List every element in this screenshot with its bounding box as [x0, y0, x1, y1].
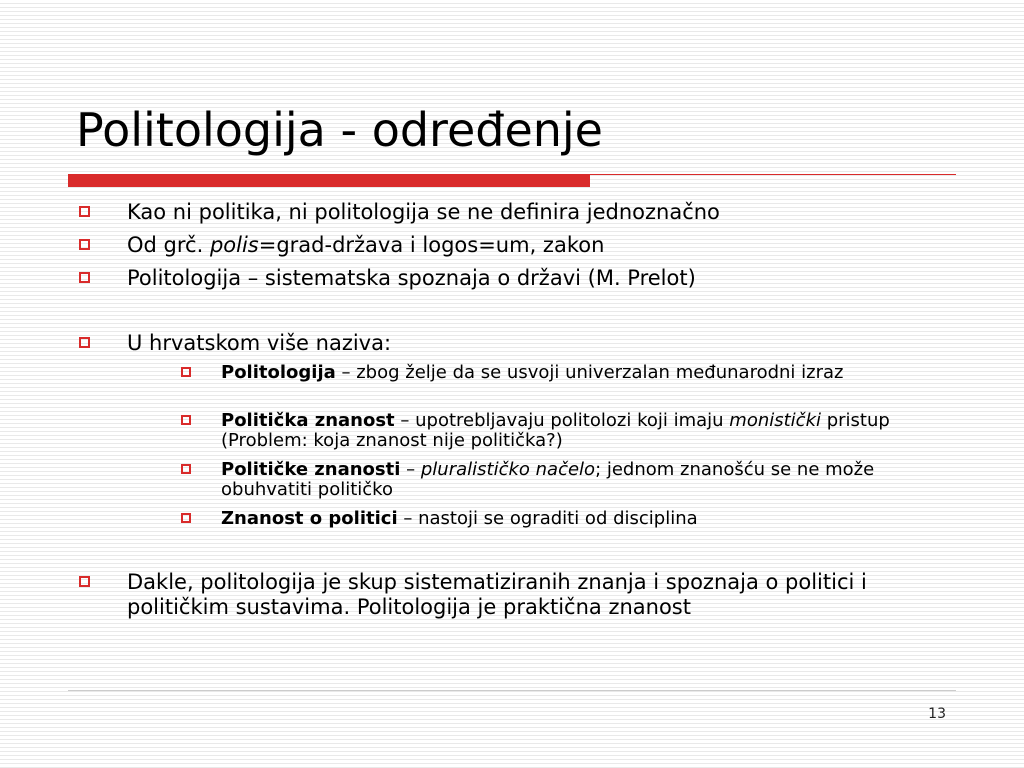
square-bullet-icon	[79, 576, 90, 587]
slide-title: Politologija - određenje	[76, 103, 603, 157]
square-bullet-icon	[79, 337, 90, 348]
square-bullet-icon	[181, 367, 191, 377]
subbullet-text: – zbog želje da se usvoji univerzalan međunarodni izraz	[335, 362, 844, 383]
square-bullet-icon	[181, 513, 191, 523]
square-bullet-icon	[79, 272, 90, 283]
bullet-text: Politologija – sistematska spoznaja o državi (M. Prelot)	[127, 266, 696, 290]
bullet-etymology	[127, 233, 957, 258]
bullet-text: Kao ni politika, ni politologija se ne definira jednoznačno	[127, 200, 720, 224]
subbullet-text: – upotrebljavaju politolozi koji imaju	[394, 410, 730, 431]
subbullet-politicka-znanost	[221, 411, 961, 451]
bullet-text-italic: polis	[209, 233, 259, 257]
subbullet-text-italic: pluralističko načelo	[420, 459, 596, 480]
bullet-text: Dakle, politologija je skup sistematiziranih znanja i spoznaja o politici i političkim sustavima. Politologija je praktična znanost	[127, 570, 867, 619]
subbullet-politicke-znanosti	[221, 460, 961, 500]
bullet-prelot	[127, 266, 957, 291]
page-number: 13	[928, 706, 946, 722]
subbullet-text: – nastoji se ograditi od disciplina	[397, 508, 698, 529]
square-bullet-icon	[79, 206, 90, 217]
subbullet-term: Znanost o politici	[221, 508, 398, 529]
bullet-conclusion	[127, 570, 957, 620]
square-bullet-icon	[181, 464, 191, 474]
bullet-text-rest: =grad-država i logos=um, zakon	[258, 233, 605, 257]
subbullet-text: ; jednom znanošću se ne može obuhvatiti političko	[221, 459, 875, 500]
subbullet-text-italic: monistički	[729, 410, 821, 431]
square-bullet-icon	[181, 415, 191, 425]
subbullet-politologija	[221, 363, 961, 383]
bullet-text: U hrvatskom više naziva:	[127, 331, 392, 355]
subbullet-znanost-o-politici	[221, 509, 961, 529]
footer-divider	[68, 690, 956, 691]
title-underline-thin	[590, 174, 956, 175]
subbullet-term: Politologija	[221, 362, 336, 383]
subbullet-term: Politička znanost	[221, 410, 395, 431]
bullet-names	[127, 331, 957, 356]
bullet-text-prefix: Od grč.	[127, 233, 210, 257]
bullet-definition	[127, 200, 957, 225]
title-underline-thick	[68, 174, 590, 187]
subbullet-term: Političke znanosti	[221, 459, 401, 480]
subbullet-text: –	[400, 459, 421, 480]
subbullet-text: pristup (Problem: koja znanost nije politička?)	[221, 410, 890, 451]
square-bullet-icon	[79, 239, 90, 250]
